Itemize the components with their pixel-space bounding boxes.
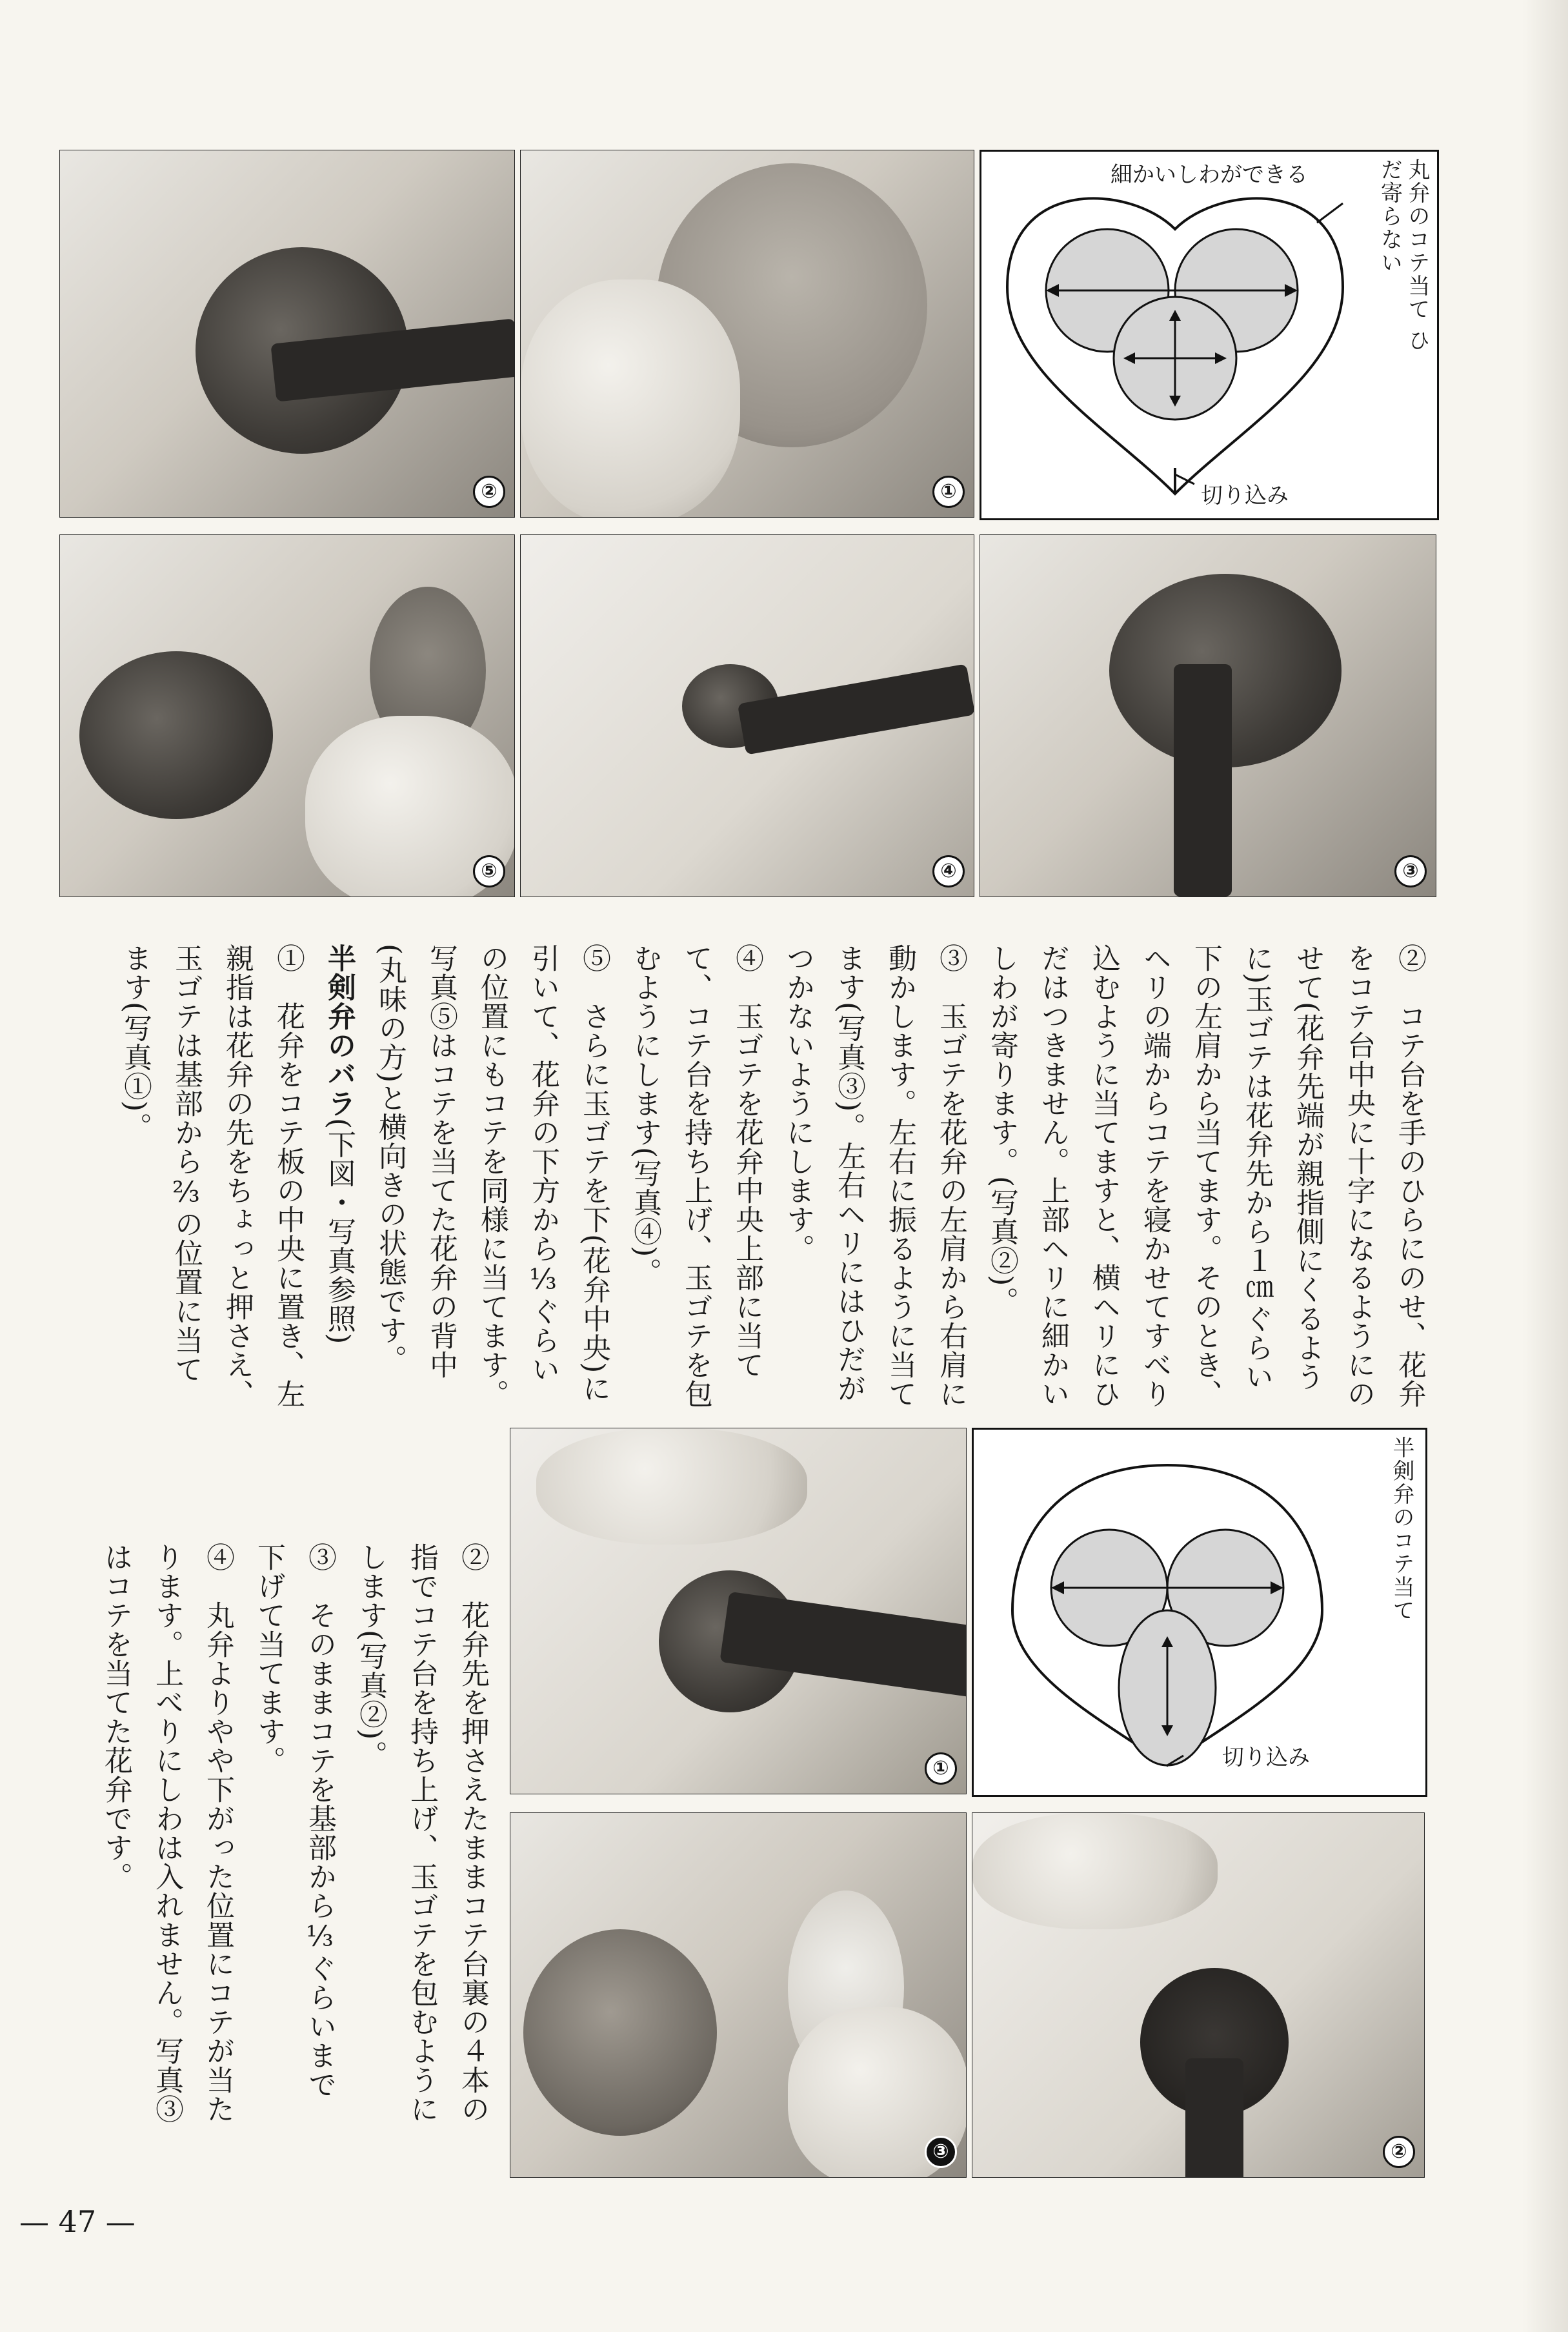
heading-note: (下図・写真参照) bbox=[323, 1118, 356, 1345]
photo-finished-petals-step-5 bbox=[59, 534, 515, 897]
lower-text-block bbox=[59, 1543, 498, 2124]
diagram-side-label: 半剣弁のコテ当て bbox=[1389, 1436, 1414, 1622]
section-heading bbox=[314, 944, 365, 1408]
photo-number-label: ⑤ bbox=[473, 855, 505, 887]
photo-number-label: ① bbox=[925, 1752, 957, 1785]
paragraph-hanken-step-1: ① 花弁をコテ板の中央に置き、左親指は花弁の先をちょっと押さえ、玉ゴテは基部から⅔の位置に当てます(写真①)。 bbox=[119, 944, 305, 1408]
paragraph-step-3: ③ 玉ゴテを花弁の左肩から右肩に動かします。左右に振るように当てます(写真③)。左右ヘリにはひだがつかないようにします。 bbox=[781, 944, 967, 1408]
photo-ironing-step-3 bbox=[980, 534, 1436, 897]
diagram-top-label: 細かいしわができる bbox=[1111, 162, 1308, 188]
photo-number-label: ③ bbox=[1394, 855, 1427, 887]
photo-ironing-step-4 bbox=[520, 534, 974, 897]
paragraph-hanken-step-3: ③ そのままコテを基部から⅓ぐらいまで下げて当てます。 bbox=[252, 1543, 336, 2099]
diagram-semi-pointed-petal-ironing bbox=[972, 1428, 1427, 1797]
photo-hanken-ironing-step-2 bbox=[972, 1812, 1425, 2178]
photo-number-label: ③ bbox=[925, 2136, 957, 2168]
photo-number-label: ② bbox=[1383, 2136, 1415, 2168]
page-number: — 47 — bbox=[19, 2204, 136, 2239]
photo-number-label: ① bbox=[932, 476, 965, 508]
paragraph-hanken-step-4: ④ 丸弁よりやや下がった位置にコテが当たります。上べりにしわは入れません。写真③はコテを当てた花弁です。 bbox=[99, 1543, 234, 2124]
photo-hanken-finished-petals-step-3 bbox=[510, 1812, 967, 2178]
photo-hanken-ironing-step-1 bbox=[510, 1428, 967, 1794]
paragraph-step-5: ⑤ さらに玉ゴテを下(花弁中央)に引いて、花弁の下方から⅓ぐらいの位置にもコテを同様に当てます。写真⑤はコテを当てた花弁の背中(丸味の方)と横向きの状態です。 bbox=[374, 944, 610, 1408]
paragraph-step-4: ④ 玉ゴテを花弁中央上部に当てて、コテ台を持ち上げ、玉ゴテを包むようにします(写真④)。 bbox=[628, 944, 763, 1408]
upper-text-block bbox=[59, 944, 1435, 1408]
diagram-notch-label: 切り込み bbox=[1222, 1745, 1310, 1770]
photo-number-label: ② bbox=[473, 476, 505, 508]
heading-title: 半剣弁のバラ bbox=[323, 944, 356, 1118]
page-gutter-shadow bbox=[1523, 0, 1568, 2332]
diagram-notch-label: 切り込み bbox=[1201, 483, 1289, 509]
paragraph-hanken-step-2: ② 花弁先を押さえたままコテ台裏の４本の指でコテ台を持ち上げ、玉ゴテを包むようにします(写真②)。 bbox=[354, 1543, 489, 2124]
photo-ironing-step-2 bbox=[59, 150, 515, 518]
diagram-round-petal-ironing bbox=[980, 150, 1439, 520]
diagram-side-label: 丸弁のコテ当て ひだ寄らない bbox=[1376, 158, 1430, 352]
photo-number-label: ④ bbox=[932, 855, 965, 887]
photo-cutting-petal-step-1 bbox=[520, 150, 974, 518]
paragraph-step-2: ② コテ台を手のひらにのせ、花弁をコテ台中央に十字になるようにのせて(花弁先端が親指側にくるように)玉ゴテは花弁先から１㎝ぐらい下の左肩から当てます。そのとき、ヘリの端からコテを寝かせてすべり込むように当てますと、横ヘリにひだはつきません。上部ヘリに細かいしわが寄ります。(写真②)。 bbox=[985, 944, 1426, 1408]
